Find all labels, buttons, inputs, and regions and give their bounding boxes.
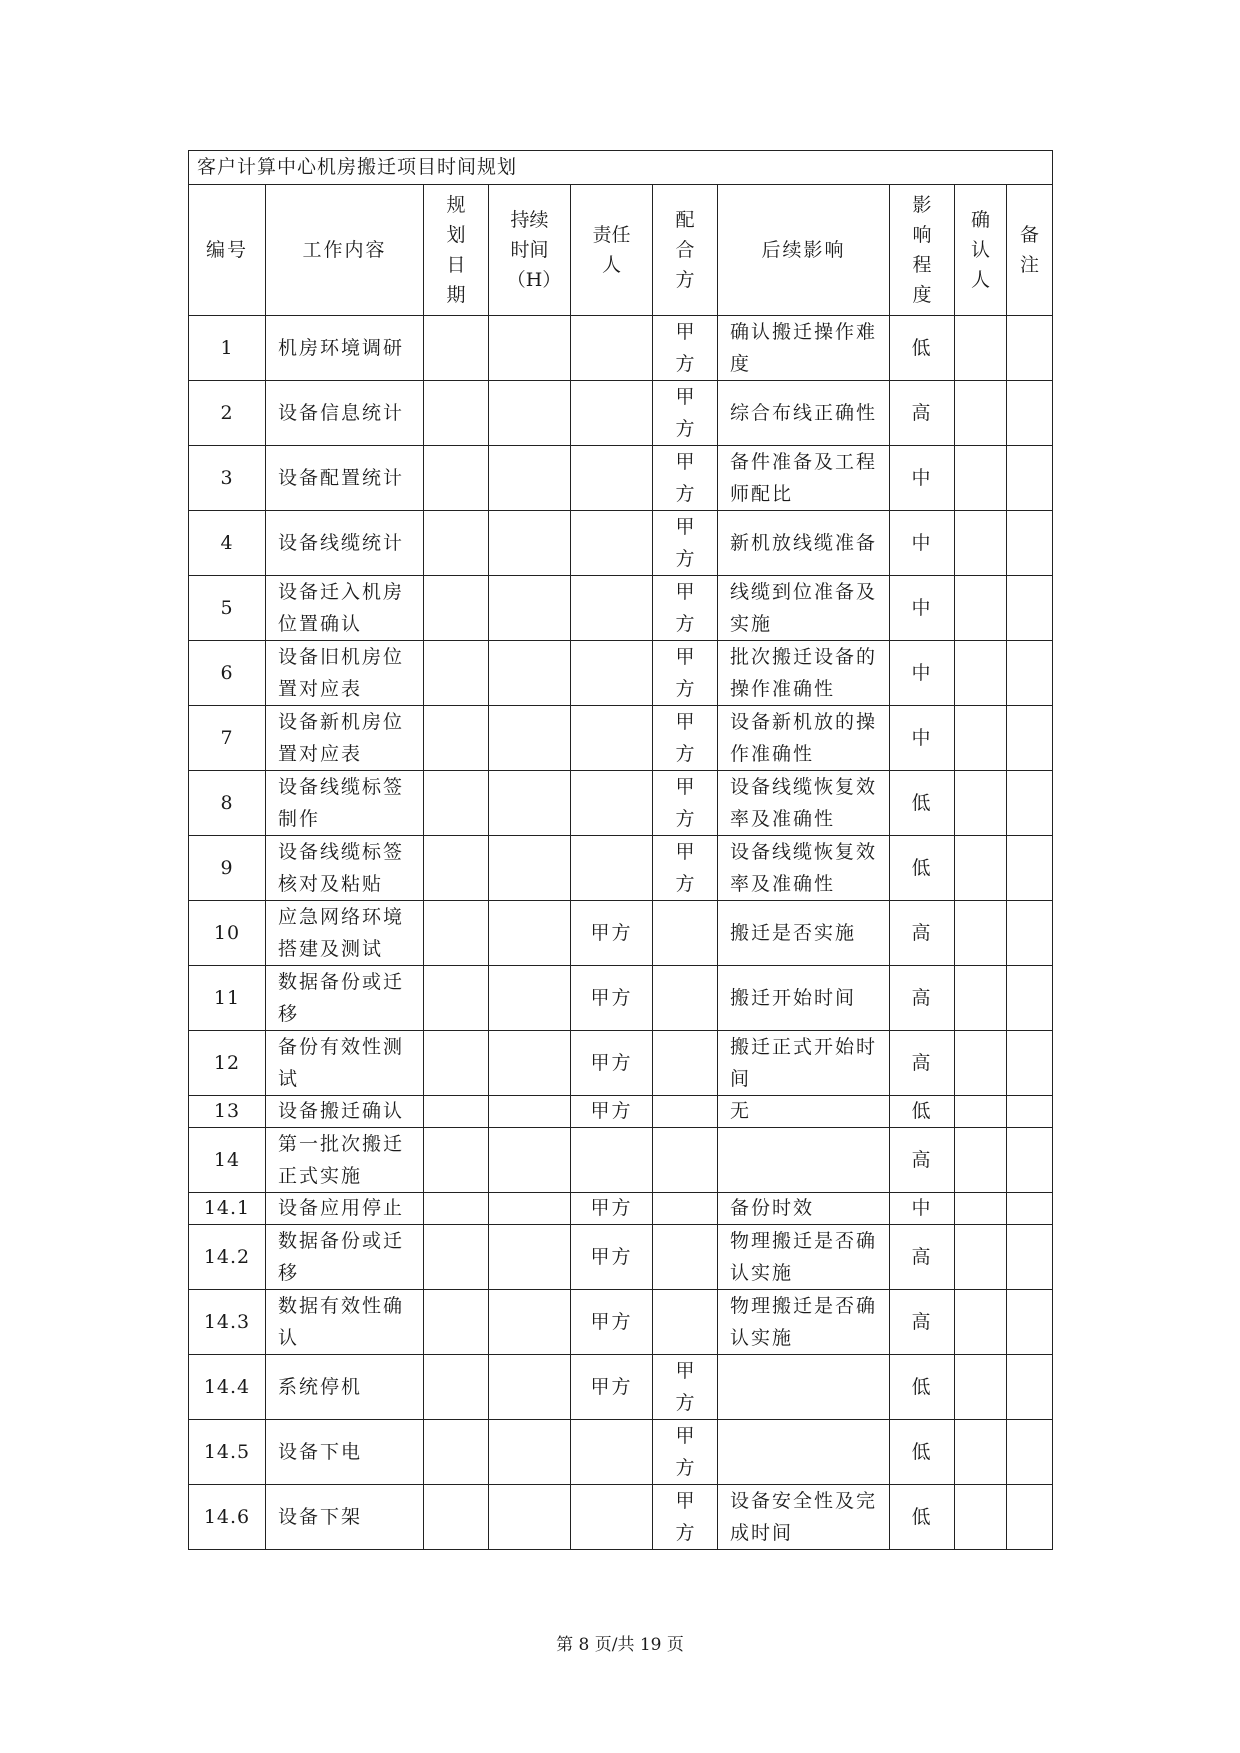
cell-impact: 新机放线缆准备 bbox=[718, 511, 890, 576]
table-row bbox=[189, 706, 1053, 771]
header-impact: 后续影响 bbox=[718, 185, 890, 316]
cell-content: 设备迁入机房位置确认 bbox=[266, 576, 424, 641]
cell-owner bbox=[571, 1420, 653, 1485]
header-owner: 责任人 bbox=[571, 185, 653, 316]
cell-content: 应急网络环境搭建及测试 bbox=[266, 901, 424, 966]
cell-level: 高 bbox=[890, 1031, 955, 1096]
header-row bbox=[189, 185, 1053, 316]
table-row bbox=[189, 1420, 1053, 1485]
cell-id: 14.3 bbox=[189, 1290, 266, 1355]
cell-content: 数据备份或迁移 bbox=[266, 1225, 424, 1290]
cell-id: 14 bbox=[189, 1128, 266, 1193]
cell-impact: 搬迁开始时间 bbox=[718, 966, 890, 1031]
cell-owner: 甲方 bbox=[571, 901, 653, 966]
cell-note bbox=[1007, 576, 1053, 641]
cell-content: 设备应用停止 bbox=[266, 1193, 424, 1225]
cell-partner: 甲方 bbox=[653, 316, 718, 381]
table-row bbox=[189, 641, 1053, 706]
table-row bbox=[189, 511, 1053, 576]
cell-content: 系统停机 bbox=[266, 1355, 424, 1420]
header-note: 备注 bbox=[1007, 185, 1053, 316]
cell-confirm bbox=[955, 316, 1007, 381]
cell-duration bbox=[489, 1031, 571, 1096]
cell-partner: 甲方 bbox=[653, 446, 718, 511]
cell-note bbox=[1007, 316, 1053, 381]
cell-confirm bbox=[955, 706, 1007, 771]
cell-level: 中 bbox=[890, 511, 955, 576]
header-partner: 配合方 bbox=[653, 185, 718, 316]
cell-confirm bbox=[955, 576, 1007, 641]
table-row bbox=[189, 576, 1053, 641]
table-row bbox=[189, 771, 1053, 836]
cell-duration bbox=[489, 1420, 571, 1485]
table-row bbox=[189, 836, 1053, 901]
cell-plan-date bbox=[424, 1355, 489, 1420]
cell-id: 12 bbox=[189, 1031, 266, 1096]
cell-partner bbox=[653, 1096, 718, 1128]
cell-plan-date bbox=[424, 1420, 489, 1485]
table-row bbox=[189, 446, 1053, 511]
cell-plan-date bbox=[424, 1031, 489, 1096]
cell-plan-date bbox=[424, 1485, 489, 1550]
cell-plan-date bbox=[424, 446, 489, 511]
cell-confirm bbox=[955, 1290, 1007, 1355]
cell-duration bbox=[489, 771, 571, 836]
cell-partner: 甲方 bbox=[653, 511, 718, 576]
cell-content: 数据有效性确认 bbox=[266, 1290, 424, 1355]
cell-duration bbox=[489, 1225, 571, 1290]
cell-note bbox=[1007, 381, 1053, 446]
cell-id: 14.2 bbox=[189, 1225, 266, 1290]
cell-id: 4 bbox=[189, 511, 266, 576]
cell-duration bbox=[489, 966, 571, 1031]
table-row bbox=[189, 901, 1053, 966]
cell-owner: 甲方 bbox=[571, 1096, 653, 1128]
cell-level: 中 bbox=[890, 641, 955, 706]
cell-duration bbox=[489, 381, 571, 446]
cell-partner bbox=[653, 1031, 718, 1096]
cell-partner: 甲方 bbox=[653, 771, 718, 836]
cell-duration bbox=[489, 511, 571, 576]
cell-plan-date bbox=[424, 1193, 489, 1225]
cell-impact bbox=[718, 1355, 890, 1420]
cell-duration bbox=[489, 316, 571, 381]
header-level: 影响程度 bbox=[890, 185, 955, 316]
cell-confirm bbox=[955, 381, 1007, 446]
cell-plan-date bbox=[424, 1096, 489, 1128]
cell-content: 数据备份或迁移 bbox=[266, 966, 424, 1031]
cell-level: 低 bbox=[890, 1355, 955, 1420]
cell-impact: 设备线缆恢复效率及准确性 bbox=[718, 771, 890, 836]
cell-impact: 设备线缆恢复效率及准确性 bbox=[718, 836, 890, 901]
cell-level: 高 bbox=[890, 1290, 955, 1355]
cell-duration bbox=[489, 1193, 571, 1225]
table-row bbox=[189, 1031, 1053, 1096]
cell-level: 低 bbox=[890, 316, 955, 381]
cell-id: 6 bbox=[189, 641, 266, 706]
cell-impact: 备份时效 bbox=[718, 1193, 890, 1225]
cell-content: 备份有效性测试 bbox=[266, 1031, 424, 1096]
cell-note bbox=[1007, 1031, 1053, 1096]
cell-confirm bbox=[955, 771, 1007, 836]
cell-id: 8 bbox=[189, 771, 266, 836]
cell-note bbox=[1007, 1128, 1053, 1193]
cell-content: 设备下架 bbox=[266, 1485, 424, 1550]
cell-partner: 甲方 bbox=[653, 381, 718, 446]
table-row bbox=[189, 966, 1053, 1031]
cell-level: 高 bbox=[890, 901, 955, 966]
cell-id: 7 bbox=[189, 706, 266, 771]
cell-duration bbox=[489, 836, 571, 901]
cell-partner: 甲方 bbox=[653, 1420, 718, 1485]
cell-plan-date bbox=[424, 836, 489, 901]
cell-duration bbox=[489, 1096, 571, 1128]
cell-plan-date bbox=[424, 1225, 489, 1290]
cell-impact: 确认搬迁操作难度 bbox=[718, 316, 890, 381]
cell-confirm bbox=[955, 1193, 1007, 1225]
header-confirm: 确认人 bbox=[955, 185, 1007, 316]
cell-note bbox=[1007, 706, 1053, 771]
table-row bbox=[189, 1193, 1053, 1225]
cell-impact: 设备新机放的操作准确性 bbox=[718, 706, 890, 771]
cell-confirm bbox=[955, 446, 1007, 511]
cell-confirm bbox=[955, 511, 1007, 576]
cell-id: 1 bbox=[189, 316, 266, 381]
cell-confirm bbox=[955, 1355, 1007, 1420]
table-body bbox=[189, 316, 1053, 1550]
cell-note bbox=[1007, 511, 1053, 576]
cell-owner bbox=[571, 446, 653, 511]
cell-partner: 甲方 bbox=[653, 1485, 718, 1550]
cell-id: 11 bbox=[189, 966, 266, 1031]
cell-id: 9 bbox=[189, 836, 266, 901]
cell-owner: 甲方 bbox=[571, 1193, 653, 1225]
cell-level: 低 bbox=[890, 771, 955, 836]
cell-note bbox=[1007, 771, 1053, 836]
cell-level: 高 bbox=[890, 381, 955, 446]
cell-level: 中 bbox=[890, 446, 955, 511]
cell-note bbox=[1007, 446, 1053, 511]
cell-content: 设备新机房位置对应表 bbox=[266, 706, 424, 771]
header-duration: 持续时间（H） bbox=[489, 185, 571, 316]
cell-plan-date bbox=[424, 511, 489, 576]
cell-note bbox=[1007, 836, 1053, 901]
cell-plan-date bbox=[424, 966, 489, 1031]
table-row bbox=[189, 1290, 1053, 1355]
cell-content: 设备配置统计 bbox=[266, 446, 424, 511]
cell-confirm bbox=[955, 901, 1007, 966]
cell-id: 14.1 bbox=[189, 1193, 266, 1225]
cell-level: 低 bbox=[890, 1485, 955, 1550]
cell-level: 中 bbox=[890, 1193, 955, 1225]
cell-plan-date bbox=[424, 901, 489, 966]
cell-id: 14.5 bbox=[189, 1420, 266, 1485]
cell-note bbox=[1007, 1225, 1053, 1290]
cell-note bbox=[1007, 1193, 1053, 1225]
cell-partner: 甲方 bbox=[653, 576, 718, 641]
cell-duration bbox=[489, 706, 571, 771]
cell-partner bbox=[653, 1128, 718, 1193]
cell-duration bbox=[489, 1355, 571, 1420]
cell-owner: 甲方 bbox=[571, 1031, 653, 1096]
cell-owner bbox=[571, 836, 653, 901]
table-title: 客户计算中心机房搬迁项目时间规划 bbox=[189, 151, 1053, 185]
cell-impact: 设备安全性及完成时间 bbox=[718, 1485, 890, 1550]
cell-level: 低 bbox=[890, 836, 955, 901]
cell-plan-date bbox=[424, 576, 489, 641]
header-content: 工作内容 bbox=[266, 185, 424, 316]
cell-confirm bbox=[955, 1128, 1007, 1193]
cell-confirm bbox=[955, 1096, 1007, 1128]
cell-impact: 线缆到位准备及实施 bbox=[718, 576, 890, 641]
cell-impact: 搬迁是否实施 bbox=[718, 901, 890, 966]
cell-owner bbox=[571, 1128, 653, 1193]
cell-duration bbox=[489, 446, 571, 511]
cell-level: 高 bbox=[890, 966, 955, 1031]
cell-confirm bbox=[955, 1031, 1007, 1096]
cell-content: 设备旧机房位置对应表 bbox=[266, 641, 424, 706]
cell-note bbox=[1007, 966, 1053, 1031]
cell-owner: 甲方 bbox=[571, 1225, 653, 1290]
cell-plan-date bbox=[424, 706, 489, 771]
cell-owner bbox=[571, 706, 653, 771]
cell-content: 设备搬迁确认 bbox=[266, 1096, 424, 1128]
cell-owner: 甲方 bbox=[571, 966, 653, 1031]
cell-owner: 甲方 bbox=[571, 1355, 653, 1420]
cell-id: 2 bbox=[189, 381, 266, 446]
cell-id: 10 bbox=[189, 901, 266, 966]
table-row bbox=[189, 316, 1053, 381]
cell-note bbox=[1007, 641, 1053, 706]
table-row bbox=[189, 1485, 1053, 1550]
table-row bbox=[189, 381, 1053, 446]
cell-note bbox=[1007, 1355, 1053, 1420]
cell-partner: 甲方 bbox=[653, 1355, 718, 1420]
cell-level: 中 bbox=[890, 576, 955, 641]
page-footer: 第 8 页/共 19 页 bbox=[556, 1635, 684, 1655]
cell-partner bbox=[653, 1193, 718, 1225]
cell-partner bbox=[653, 901, 718, 966]
cell-plan-date bbox=[424, 316, 489, 381]
cell-level: 高 bbox=[890, 1225, 955, 1290]
cell-duration bbox=[489, 1128, 571, 1193]
cell-note bbox=[1007, 1420, 1053, 1485]
cell-owner bbox=[571, 511, 653, 576]
table-row bbox=[189, 1128, 1053, 1193]
cell-duration bbox=[489, 901, 571, 966]
cell-content: 设备下电 bbox=[266, 1420, 424, 1485]
cell-impact: 备件准备及工程师配比 bbox=[718, 446, 890, 511]
cell-plan-date bbox=[424, 1128, 489, 1193]
cell-impact: 物理搬迁是否确认实施 bbox=[718, 1290, 890, 1355]
cell-impact bbox=[718, 1128, 890, 1193]
cell-partner bbox=[653, 966, 718, 1031]
cell-impact: 搬迁正式开始时间 bbox=[718, 1031, 890, 1096]
cell-owner bbox=[571, 1485, 653, 1550]
cell-id: 14.4 bbox=[189, 1355, 266, 1420]
cell-duration bbox=[489, 1485, 571, 1550]
cell-content: 设备线缆标签制作 bbox=[266, 771, 424, 836]
cell-confirm bbox=[955, 641, 1007, 706]
table-row bbox=[189, 1355, 1053, 1420]
cell-partner bbox=[653, 1225, 718, 1290]
cell-partner: 甲方 bbox=[653, 706, 718, 771]
cell-plan-date bbox=[424, 641, 489, 706]
cell-owner bbox=[571, 316, 653, 381]
cell-level: 低 bbox=[890, 1096, 955, 1128]
cell-note bbox=[1007, 1485, 1053, 1550]
cell-partner bbox=[653, 1290, 718, 1355]
cell-owner bbox=[571, 771, 653, 836]
cell-owner bbox=[571, 381, 653, 446]
cell-duration bbox=[489, 576, 571, 641]
cell-plan-date bbox=[424, 771, 489, 836]
cell-content: 设备信息统计 bbox=[266, 381, 424, 446]
cell-impact: 批次搬迁设备的操作准确性 bbox=[718, 641, 890, 706]
cell-content: 设备线缆标签核对及粘贴 bbox=[266, 836, 424, 901]
cell-owner bbox=[571, 576, 653, 641]
cell-content: 设备线缆统计 bbox=[266, 511, 424, 576]
header-id: 编号 bbox=[189, 185, 266, 316]
cell-owner: 甲方 bbox=[571, 1290, 653, 1355]
cell-impact: 综合布线正确性 bbox=[718, 381, 890, 446]
cell-confirm bbox=[955, 836, 1007, 901]
cell-plan-date bbox=[424, 381, 489, 446]
cell-impact: 物理搬迁是否确认实施 bbox=[718, 1225, 890, 1290]
cell-impact bbox=[718, 1420, 890, 1485]
cell-note bbox=[1007, 901, 1053, 966]
cell-duration bbox=[489, 641, 571, 706]
cell-id: 5 bbox=[189, 576, 266, 641]
cell-duration bbox=[489, 1290, 571, 1355]
cell-partner: 甲方 bbox=[653, 836, 718, 901]
project-schedule-table bbox=[188, 150, 1053, 1550]
cell-content: 机房环境调研 bbox=[266, 316, 424, 381]
cell-note bbox=[1007, 1290, 1053, 1355]
cell-partner: 甲方 bbox=[653, 641, 718, 706]
cell-id: 3 bbox=[189, 446, 266, 511]
cell-id: 13 bbox=[189, 1096, 266, 1128]
cell-content: 第一批次搬迁正式实施 bbox=[266, 1128, 424, 1193]
table-row bbox=[189, 1225, 1053, 1290]
cell-plan-date bbox=[424, 1290, 489, 1355]
cell-confirm bbox=[955, 1225, 1007, 1290]
cell-confirm bbox=[955, 966, 1007, 1031]
cell-owner bbox=[571, 641, 653, 706]
cell-level: 高 bbox=[890, 1128, 955, 1193]
cell-confirm bbox=[955, 1485, 1007, 1550]
header-plan-date: 规划日期 bbox=[424, 185, 489, 316]
table-row bbox=[189, 1096, 1053, 1128]
cell-confirm bbox=[955, 1420, 1007, 1485]
cell-note bbox=[1007, 1096, 1053, 1128]
cell-level: 低 bbox=[890, 1420, 955, 1485]
cell-id: 14.6 bbox=[189, 1485, 266, 1550]
cell-impact: 无 bbox=[718, 1096, 890, 1128]
cell-level: 中 bbox=[890, 706, 955, 771]
